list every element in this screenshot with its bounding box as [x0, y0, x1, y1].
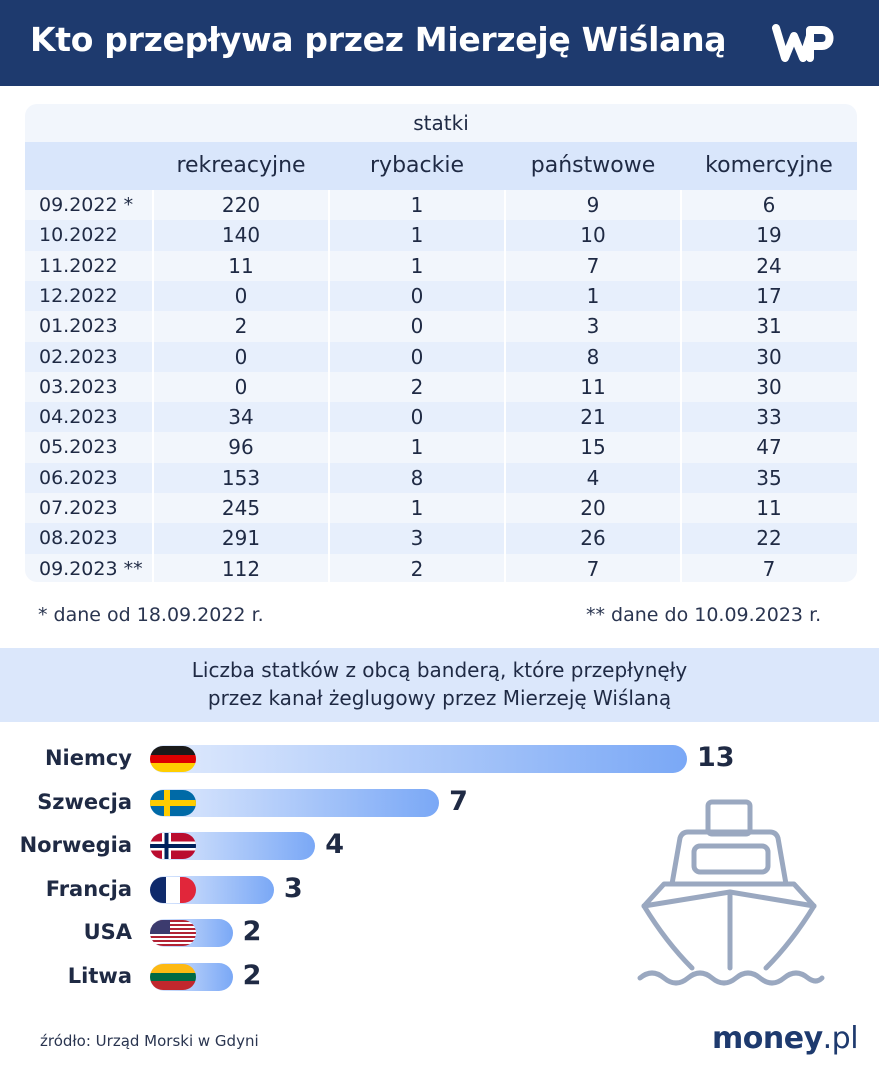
- table-cell: 10: [580, 223, 606, 248]
- wp-logo-icon: [772, 22, 838, 64]
- row-label: 09.2022 *: [39, 194, 134, 216]
- column-header: komercyjne: [705, 153, 833, 178]
- table-cell: 291: [221, 526, 261, 551]
- row-label: 04.2023: [39, 406, 118, 429]
- table-cell: 6: [762, 193, 776, 217]
- table-cell: 31: [756, 314, 782, 339]
- table-cell: 9: [586, 193, 600, 217]
- table-cell: 30: [756, 344, 782, 369]
- row-label: 09.2023 **: [39, 557, 143, 580]
- brand-name: money: [712, 1021, 823, 1056]
- table-cell: 15: [580, 435, 606, 460]
- table-row: [25, 311, 857, 341]
- table-cell: 112: [221, 556, 261, 581]
- table-cell: 7: [586, 253, 600, 278]
- bar-value-label: 2: [242, 959, 262, 991]
- column-header: rybackie: [370, 153, 464, 178]
- table-cell: 1: [410, 496, 424, 520]
- table-cell: 47: [756, 435, 782, 460]
- table-header-row: [25, 142, 857, 190]
- page-title: Kto przepływa przez Mierzeję Wiślaną: [30, 20, 727, 59]
- table-cell: 0: [410, 344, 424, 369]
- row-label: 05.2023: [39, 436, 118, 459]
- table-cell: 8: [586, 344, 600, 369]
- germany-flag-icon: [150, 746, 196, 772]
- table-cell: 4: [586, 465, 600, 490]
- bar-category-label: Norwegia: [19, 833, 132, 857]
- table-row: [25, 281, 857, 311]
- table-cell: 22: [756, 526, 782, 551]
- table-cell: 3: [410, 526, 424, 551]
- table-row: [25, 372, 857, 402]
- bar-chart-title-line: przez kanał żeglugowy przez Mierzeję Wiślaną: [207, 686, 672, 710]
- row-label: 03.2023: [39, 375, 118, 398]
- table-row: [25, 402, 857, 432]
- brand-logo: [712, 1021, 858, 1056]
- source-note: źródło: Urząd Morski w Gdyni: [40, 1032, 259, 1050]
- table-cell: 11: [580, 374, 606, 399]
- table-cell: 35: [756, 465, 782, 490]
- norway-flag-icon: [150, 833, 196, 859]
- table-cell: 1: [586, 283, 600, 308]
- table-cell: 0: [410, 314, 424, 339]
- table-cell: 1: [410, 223, 424, 248]
- table-cell: 140: [221, 223, 261, 248]
- table-cell: 19: [756, 223, 782, 248]
- table-cell: 153: [221, 465, 261, 490]
- table-cell: 2: [234, 314, 248, 339]
- table-cell: 11: [228, 253, 254, 278]
- column-header: państwowe: [530, 153, 656, 178]
- table-group-header: statki: [413, 111, 469, 135]
- column-divider: [504, 190, 506, 582]
- row-label: 06.2023: [39, 466, 118, 489]
- column-divider: [152, 190, 154, 582]
- sweden-flag-icon: [150, 790, 196, 816]
- bar-category-label: Francja: [45, 876, 132, 901]
- table-cell: 1: [410, 253, 424, 278]
- table-cell: 0: [234, 344, 248, 369]
- table-cell: 30: [756, 374, 782, 399]
- table-cell: 220: [221, 193, 261, 217]
- bar: [150, 745, 687, 773]
- ships-table: [25, 104, 857, 582]
- table-cell: 0: [410, 405, 424, 430]
- table-row: [25, 190, 857, 220]
- bar-value-label: 4: [325, 829, 345, 860]
- lithuania-flag-icon: [150, 964, 196, 990]
- table-cell: 34: [228, 405, 254, 430]
- column-divider: [328, 190, 330, 582]
- table-cell: 1: [410, 193, 424, 217]
- table-row: [25, 432, 857, 462]
- row-label: 12.2022: [39, 284, 118, 307]
- table-row: [25, 251, 857, 281]
- table-cell: 26: [580, 526, 606, 551]
- table-row: [25, 523, 857, 553]
- table-cell: 245: [221, 496, 261, 520]
- table-row: [25, 220, 857, 250]
- table-cell: 96: [228, 435, 254, 460]
- table-cell: 21: [580, 405, 606, 430]
- table-cell: 33: [756, 405, 782, 430]
- table-cell: 11: [756, 496, 782, 520]
- bar-value-label: 2: [242, 916, 262, 947]
- france-flag-icon: [150, 877, 196, 903]
- usa-flag-icon: [150, 920, 196, 946]
- header: [0, 0, 879, 86]
- footnote-end: ** dane do 10.09.2023 r.: [586, 604, 822, 626]
- table-cell: 7: [586, 556, 600, 581]
- table-cell: 17: [756, 283, 782, 308]
- row-label: 07.2023: [39, 497, 118, 519]
- row-label: 02.2023: [39, 345, 118, 368]
- bar-chart-title-band: [0, 648, 879, 722]
- table-cell: 7: [762, 556, 776, 581]
- column-divider: [680, 190, 682, 582]
- bar-category-label: Szwecja: [37, 789, 132, 814]
- footnote-start: * dane od 18.09.2022 r.: [38, 604, 264, 626]
- table-cell: 0: [410, 283, 424, 308]
- table-cell: 2: [410, 556, 424, 581]
- table-cell: 20: [580, 496, 606, 520]
- bar-value-label: 7: [449, 785, 468, 817]
- table-row: [25, 342, 857, 372]
- bar-category-label: Litwa: [67, 963, 132, 988]
- boat-icon: [630, 792, 830, 992]
- table-cell: 2: [410, 374, 424, 399]
- row-label: 10.2022: [39, 224, 118, 247]
- row-label: 01.2023: [39, 315, 118, 338]
- bar-value-label: 13: [697, 742, 735, 773]
- table-row: [25, 493, 857, 523]
- table-cell: 3: [586, 314, 600, 339]
- table-cell: 0: [234, 374, 248, 399]
- brand-tld: .pl: [822, 1021, 859, 1056]
- table-cell: 1: [410, 435, 424, 460]
- table-row: [25, 554, 857, 582]
- bar-category-label: USA: [83, 920, 132, 944]
- row-label: 08.2023: [39, 527, 118, 550]
- table-cell: 8: [410, 465, 424, 490]
- bar-value-label: 3: [283, 872, 303, 904]
- column-header: rekreacyjne: [176, 153, 306, 178]
- table-cell: 24: [756, 253, 782, 278]
- row-label: 11.2022: [39, 254, 118, 277]
- bar-chart-title-line: Liczba statków z obcą banderą, które przepłynęły: [191, 658, 688, 682]
- bar-category-label: Niemcy: [44, 746, 132, 770]
- table-row: [25, 463, 857, 493]
- table-cell: 0: [234, 283, 248, 308]
